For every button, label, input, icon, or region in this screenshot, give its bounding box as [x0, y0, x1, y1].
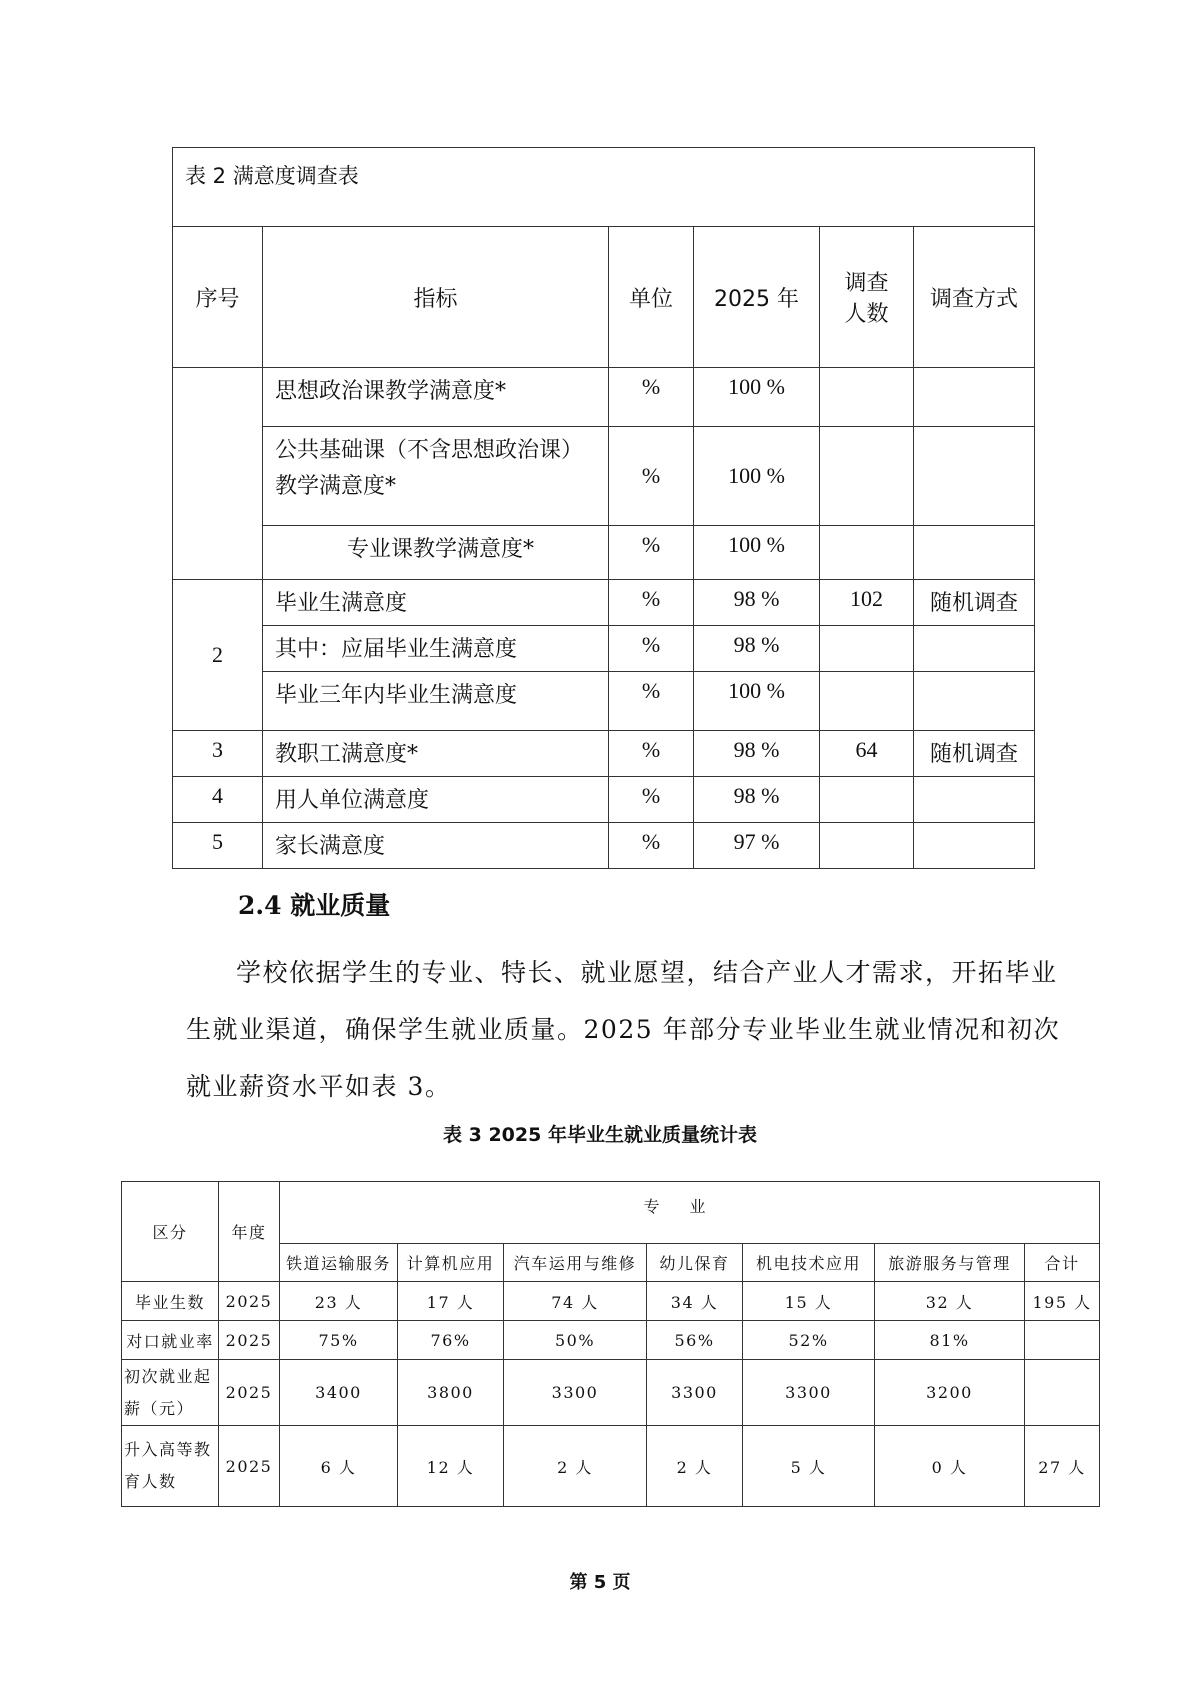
indicator-cell: 家长满意度: [263, 823, 609, 869]
header-total: 合计: [1025, 1244, 1100, 1282]
method-cell: [914, 427, 1035, 526]
data-cell: [1025, 1360, 1100, 1426]
value-cell: 98 %: [694, 731, 820, 777]
table2-title: 表 2 满意度调查表: [173, 148, 1035, 227]
table-row: [122, 1282, 1100, 1321]
header-year: 年度: [219, 1182, 280, 1282]
unit-cell: %: [609, 368, 694, 427]
data-cell: 15 人: [743, 1282, 875, 1321]
value-cell: 98 %: [694, 777, 820, 823]
row-year: 2025: [219, 1426, 280, 1507]
indicator-cell: 思想政治课教学满意度*: [263, 368, 609, 427]
row-label: 升入高等教育人数: [122, 1426, 219, 1507]
indicator-cell: 毕业三年内毕业生满意度: [263, 672, 609, 731]
unit-cell: %: [609, 526, 694, 580]
header-survey-count-line2: 人数: [844, 302, 889, 327]
method-cell: [914, 526, 1035, 580]
count-cell: [820, 777, 914, 823]
indicator-cell: 专业课教学满意度*: [263, 526, 609, 580]
header-major: 汽车运用与维修: [504, 1244, 647, 1282]
page-number: 第 5 页: [569, 1572, 631, 1593]
table-row: [173, 368, 1035, 427]
table-row: [122, 1321, 1100, 1360]
row-label: 对口就业率: [122, 1321, 219, 1360]
seq-cell: 4: [173, 777, 263, 823]
section-paragraph: [186, 944, 1066, 1115]
data-cell: 27 人: [1025, 1426, 1100, 1507]
indicator-cell: 用人单位满意度: [263, 777, 609, 823]
data-cell: 74 人: [504, 1282, 647, 1321]
data-cell: 76%: [398, 1321, 504, 1360]
header-major: 铁道运输服务: [280, 1244, 398, 1282]
table-row: [173, 672, 1035, 731]
table-row: [173, 823, 1035, 869]
count-cell: 64: [820, 731, 914, 777]
header-major: 机电技术应用: [743, 1244, 875, 1282]
data-cell: 3300: [504, 1360, 647, 1426]
data-cell: 2 人: [504, 1426, 647, 1507]
data-cell: [1025, 1321, 1100, 1360]
value-cell: 100 %: [694, 526, 820, 580]
method-cell: [914, 626, 1035, 672]
table-row: [122, 1360, 1100, 1426]
value-cell: 97 %: [694, 823, 820, 869]
value-cell: 98 %: [694, 626, 820, 672]
row-label: 毕业生数: [122, 1282, 219, 1321]
data-cell: 5 人: [743, 1426, 875, 1507]
count-cell: [820, 368, 914, 427]
table-row: [122, 1426, 1100, 1507]
paragraph-text: 学校依据学生的专业、特长、就业愿望，结合产业人才需求，开拓毕业生就业渠道，确保学生就业质量。2025 年部分专业毕业生就业情况和初次就业薪资水平如表 3。: [186, 958, 1061, 1101]
data-cell: 3200: [875, 1360, 1025, 1426]
unit-cell: %: [609, 626, 694, 672]
data-cell: 0 人: [875, 1426, 1025, 1507]
header-seq: 序号: [173, 227, 263, 368]
data-cell: 3800: [398, 1360, 504, 1426]
count-cell: [820, 526, 914, 580]
table2-header-row: [173, 227, 1035, 368]
data-cell: 81%: [875, 1321, 1025, 1360]
header-major: 幼儿保育: [647, 1244, 743, 1282]
row-label: 初次就业起薪（元）: [122, 1360, 219, 1426]
data-cell: 6 人: [280, 1426, 398, 1507]
row-year: 2025: [219, 1282, 280, 1321]
header-major-group: 专业: [280, 1182, 1100, 1244]
data-cell: 75%: [280, 1321, 398, 1360]
method-cell: 随机调查: [914, 731, 1035, 777]
method-cell: [914, 823, 1035, 869]
method-cell: [914, 672, 1035, 731]
header-survey-count-line1: 调查: [844, 271, 889, 296]
seq-cell: 5: [173, 823, 263, 869]
header-major: 计算机应用: [398, 1244, 504, 1282]
header-indicator: 指标: [263, 227, 609, 368]
satisfaction-survey-table: [172, 147, 1035, 869]
table-row: [173, 731, 1035, 777]
data-cell: 3300: [647, 1360, 743, 1426]
indicator-cell: 毕业生满意度: [263, 580, 609, 626]
table3-caption: 表 3 2025 年毕业生就业质量统计表: [443, 1124, 757, 1146]
data-cell: 32 人: [875, 1282, 1025, 1321]
data-cell: 52%: [743, 1321, 875, 1360]
header-unit: 单位: [609, 227, 694, 368]
indicator-cell: 教职工满意度*: [263, 731, 609, 777]
table-row: [173, 626, 1035, 672]
employment-quality-table: [121, 1181, 1100, 1507]
table-row: [173, 580, 1035, 626]
header-survey-method: 调查方式: [914, 227, 1035, 368]
method-cell: [914, 368, 1035, 427]
table-row: [173, 427, 1035, 526]
count-cell: [820, 672, 914, 731]
header-category: 区分: [122, 1182, 219, 1282]
data-cell: 12 人: [398, 1426, 504, 1507]
table-row: [173, 777, 1035, 823]
indicator-cell: 公共基础课（不含思想政治课）教学满意度*: [263, 427, 609, 526]
data-cell: 23 人: [280, 1282, 398, 1321]
method-cell: [914, 777, 1035, 823]
unit-cell: %: [609, 672, 694, 731]
unit-cell: %: [609, 731, 694, 777]
data-cell: 2 人: [647, 1426, 743, 1507]
value-cell: 100 %: [694, 368, 820, 427]
unit-cell: %: [609, 427, 694, 526]
seq-cell: [173, 368, 263, 580]
row-year: 2025: [219, 1360, 280, 1426]
header-major: 旅游服务与管理: [875, 1244, 1025, 1282]
unit-cell: %: [609, 823, 694, 869]
count-cell: [820, 823, 914, 869]
value-cell: 100 %: [694, 672, 820, 731]
data-cell: 50%: [504, 1321, 647, 1360]
data-cell: 3300: [743, 1360, 875, 1426]
data-cell: 34 人: [647, 1282, 743, 1321]
data-cell: 56%: [647, 1321, 743, 1360]
data-cell: 3400: [280, 1360, 398, 1426]
value-cell: 98 %: [694, 580, 820, 626]
unit-cell: %: [609, 580, 694, 626]
header-survey-count: [820, 227, 914, 368]
value-cell: 100 %: [694, 427, 820, 526]
count-cell: 102: [820, 580, 914, 626]
section-heading: 2.4 就业质量: [238, 891, 391, 920]
method-cell: 随机调查: [914, 580, 1035, 626]
row-year: 2025: [219, 1321, 280, 1360]
data-cell: 195 人: [1025, 1282, 1100, 1321]
indicator-cell: 其中：应届毕业生满意度: [263, 626, 609, 672]
count-cell: [820, 626, 914, 672]
table-row: [173, 526, 1035, 580]
count-cell: [820, 427, 914, 526]
header-year: 2025 年: [694, 227, 820, 368]
seq-cell: 2: [173, 580, 263, 731]
unit-cell: %: [609, 777, 694, 823]
data-cell: 17 人: [398, 1282, 504, 1321]
seq-cell: 3: [173, 731, 263, 777]
